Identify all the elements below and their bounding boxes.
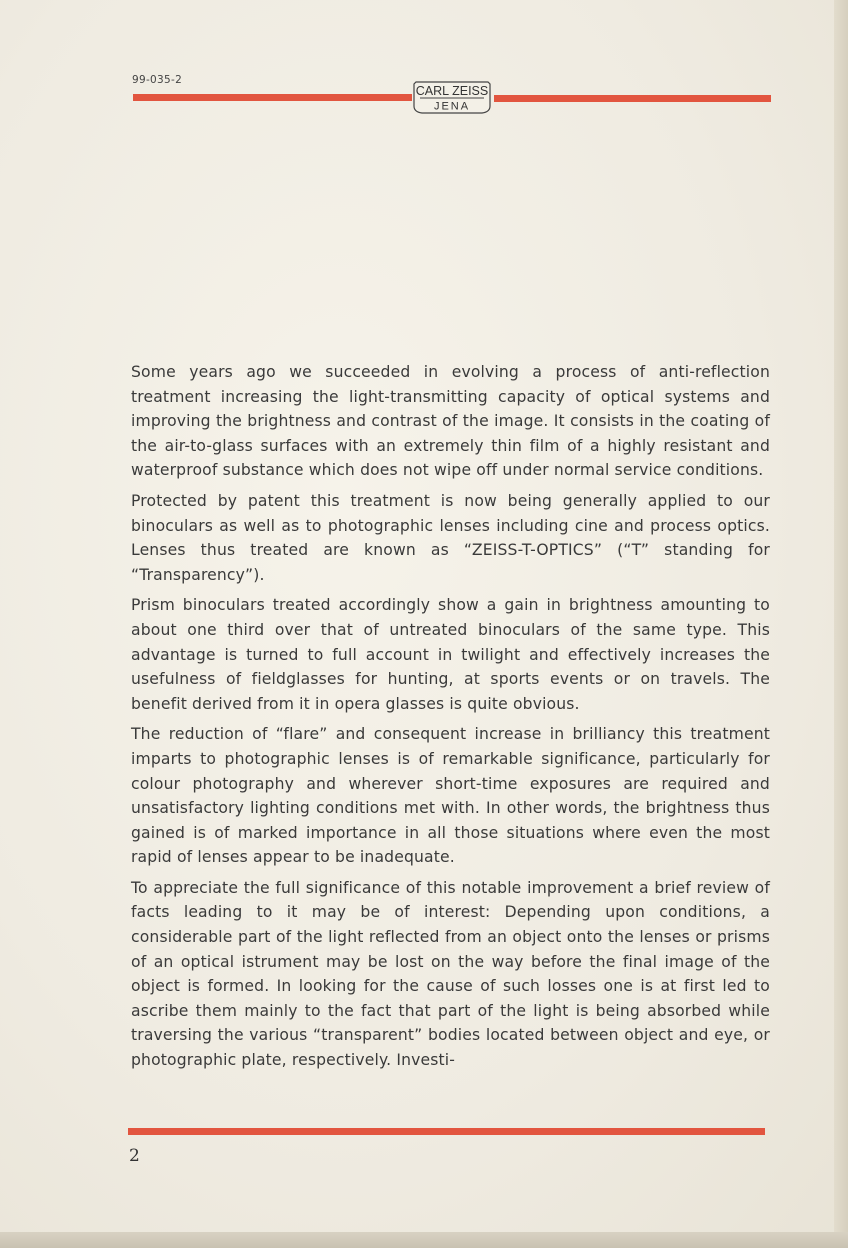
paragraph: The reduction of “flare” and consequent increase in brilliancy this treatment imparts to photographic lenses is of remarkable significance, particularly for colour photography and wherever short-time exposures are required and unsatisfactory lighting conditions met with. In other words, the brightness thus gained is of marked importance in all those situations where even the most rapid of lenses appear to be inadequate. bbox=[131, 725, 770, 867]
carl-zeiss-jena-logo bbox=[412, 80, 492, 116]
logo-line1: CARL ZEISS bbox=[415, 84, 489, 98]
footer-rule bbox=[128, 1128, 765, 1135]
header-rule-left bbox=[133, 94, 412, 101]
paragraph: To appreciate the full significance of this notable improvement a brief review of facts leading to it may be of interest: Depending upon conditions, a considerable part of the light reflected from an object onto the lenses or prisms of an optical istrument may be lost on the way before the final image of the object is formed. In looking for the cause of such losses one is at first led to ascribe them mainly to the fact that part of the light is being absorbed while traversing the various “transparent” bodies located between object and eye, or photographic plate, respectively. Investi- bbox=[131, 878, 770, 1070]
header-rule-right bbox=[494, 95, 771, 102]
logo-line2: JENA bbox=[433, 100, 471, 113]
page-edge-bottom bbox=[0, 1232, 848, 1248]
paragraph: Prism binoculars treated accordingly show a gain in brightness amounting to about one third over that of untreated binoculars of the same type. This advantage is turned to full account in twilight and effectively increases the usefulness of fieldglasses for hunting, at sports events or on travels. The benefit derived from it in opera glasses is quite obvious. bbox=[131, 596, 770, 713]
page-number: 2 bbox=[129, 1146, 140, 1166]
body-text bbox=[131, 360, 770, 1079]
paragraph: Some years ago we succeeded in evolving a process of anti-reflection treatment increasing the light-transmitting capacity of optical systems and improving the brightness and contrast of the image. It consists in the coating of the air-to-glass surfaces with an extremely thin film of a highly resistant and waterproof substance which does not wipe off under normal service conditions. bbox=[131, 363, 770, 480]
page-edge bbox=[834, 0, 848, 1248]
paragraph: Protected by patent this treatment is now being generally applied to our binoculars as well as to photographic lenses including cine and process optics. Lenses thus treated are known as “ZEISS-T-OPTICS” (“T” standing for “Transparency”). bbox=[131, 491, 770, 584]
document-code: 99-035-2 bbox=[132, 74, 183, 86]
